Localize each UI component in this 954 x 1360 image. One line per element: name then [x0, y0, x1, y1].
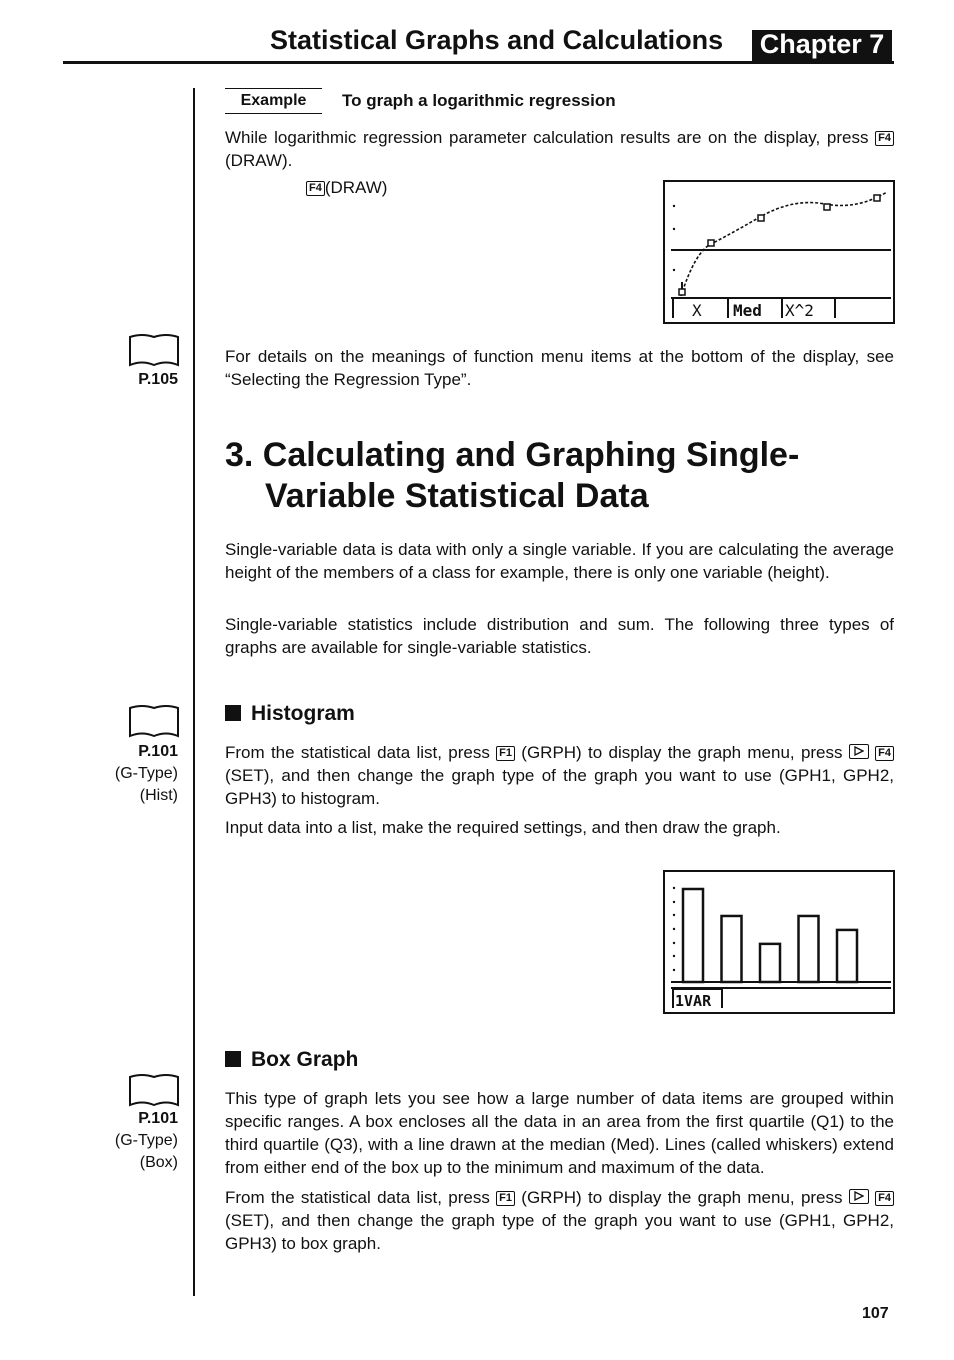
histogram-bar	[683, 889, 703, 982]
box-text-a: From the statistical data list, press	[225, 1188, 490, 1207]
chapter-badge: Chapter 7	[752, 30, 892, 63]
section-title-line1: 3. Calculating and Graphing Single-	[225, 436, 800, 474]
menu-med-label: Med	[733, 301, 762, 320]
ref-page-link[interactable]: P.101	[138, 1110, 178, 1127]
square-bullet-icon	[225, 705, 241, 721]
box-text-c: (SET), and then change the graph type of the graph you want to use (GPH1, GPH2, GPH3) to box graph.	[225, 1211, 894, 1253]
histogram-screen	[663, 870, 895, 1014]
margin-rule	[193, 88, 195, 1296]
boxgraph-paragraph-2	[225, 1186, 894, 1255]
example-title: To graph a logarithmic regression	[342, 91, 616, 110]
f1-key-icon: F1	[496, 746, 515, 761]
example-badge: Example	[225, 88, 322, 114]
histogram-paragraph-1	[225, 741, 894, 810]
section-title-line2: Variable Statistical Data	[265, 477, 649, 515]
histogram-heading	[225, 702, 355, 726]
histogram-bar	[799, 916, 819, 982]
example-paragraph	[225, 126, 894, 172]
section-title	[225, 435, 799, 517]
example-text-b: (DRAW).	[225, 151, 293, 170]
histogram-paragraph-2: Input data into a list, make the required settings, and then draw the graph.	[225, 818, 781, 837]
f4-key-icon: F4	[875, 746, 894, 761]
example-step	[306, 178, 387, 198]
example-text-a: While logarithmic regression parameter calculation results are on the display, press	[225, 128, 869, 147]
ref-page-link[interactable]: P.101	[138, 743, 178, 760]
right-arrow-key-icon	[849, 744, 869, 759]
ref-hist: (Hist)	[139, 787, 178, 804]
ref-p105-note: For details on the meanings of function menu items at the bottom of the display, see “Selecting the Regression Type”.	[225, 347, 894, 389]
f4-key-icon: F4	[875, 131, 894, 146]
f1-key-icon: F1	[496, 1191, 515, 1206]
ref-p105[interactable]	[138, 369, 178, 391]
histogram-bar	[760, 944, 780, 982]
ref-histogram	[115, 741, 178, 807]
menu-x-label: X	[692, 301, 702, 320]
hist-text-a: From the statistical data list, press	[225, 743, 490, 762]
histogram-bar	[722, 916, 742, 982]
chapter-header-title: Statistical Graphs and Calculations	[270, 25, 724, 55]
right-arrow-key-icon	[849, 1189, 869, 1204]
f4-key-icon: F4	[306, 181, 325, 196]
box-text-b: (GRPH) to display the graph menu, press	[521, 1188, 843, 1207]
log-regression-graph	[665, 182, 893, 322]
log-regression-screen	[663, 180, 895, 324]
histogram-graph	[665, 872, 893, 1012]
book-icon	[128, 704, 180, 740]
page-number: 107	[862, 1305, 889, 1322]
histogram-heading-text: Histogram	[251, 702, 355, 725]
histogram-bar	[837, 930, 857, 982]
ref-page-link[interactable]: P.105	[138, 371, 178, 388]
square-bullet-icon	[225, 1051, 241, 1067]
boxgraph-paragraph-1: This type of graph lets you see how a large number of data items are grouped within specific ranges. A box encloses all the data in an area from the first quartile (Q1) to the third quartile (Q3), with a line drawn at the median (Med). Lines (called whiskers) extend from either end of the box up to the minimum and maximum of the data.	[225, 1089, 894, 1177]
hist-text-c: (SET), and then change the graph type of the graph you want to use (GPH1, GPH2, GPH3) to histogram.	[225, 766, 894, 808]
section-paragraph-1: Single-variable data is data with only a single variable. If you are calculating the average height of the members of a class for example, there is only one variable (height).	[225, 540, 894, 582]
boxgraph-heading	[225, 1048, 358, 1072]
hist-text-b: (GRPH) to display the graph menu, press	[521, 743, 843, 762]
example-step-label: (DRAW)	[324, 178, 388, 197]
f4-key-icon: F4	[875, 1191, 894, 1206]
section-paragraph-2: Single-variable statistics include distribution and sum. The following three types of graphs are available for single-variable statistics.	[225, 615, 894, 657]
menu-x2-label: X^2	[785, 301, 814, 320]
ref-box: (Box)	[139, 1154, 178, 1171]
ref-boxgraph	[115, 1108, 178, 1174]
boxgraph-heading-text: Box Graph	[251, 1048, 359, 1071]
ref-gtype: (G-Type)	[114, 1132, 178, 1149]
menu-1var-label: 1VAR	[675, 992, 712, 1010]
book-icon	[128, 1073, 180, 1109]
ref-gtype: (G-Type)	[114, 765, 178, 782]
book-icon	[128, 333, 180, 369]
header-rule	[63, 61, 894, 64]
